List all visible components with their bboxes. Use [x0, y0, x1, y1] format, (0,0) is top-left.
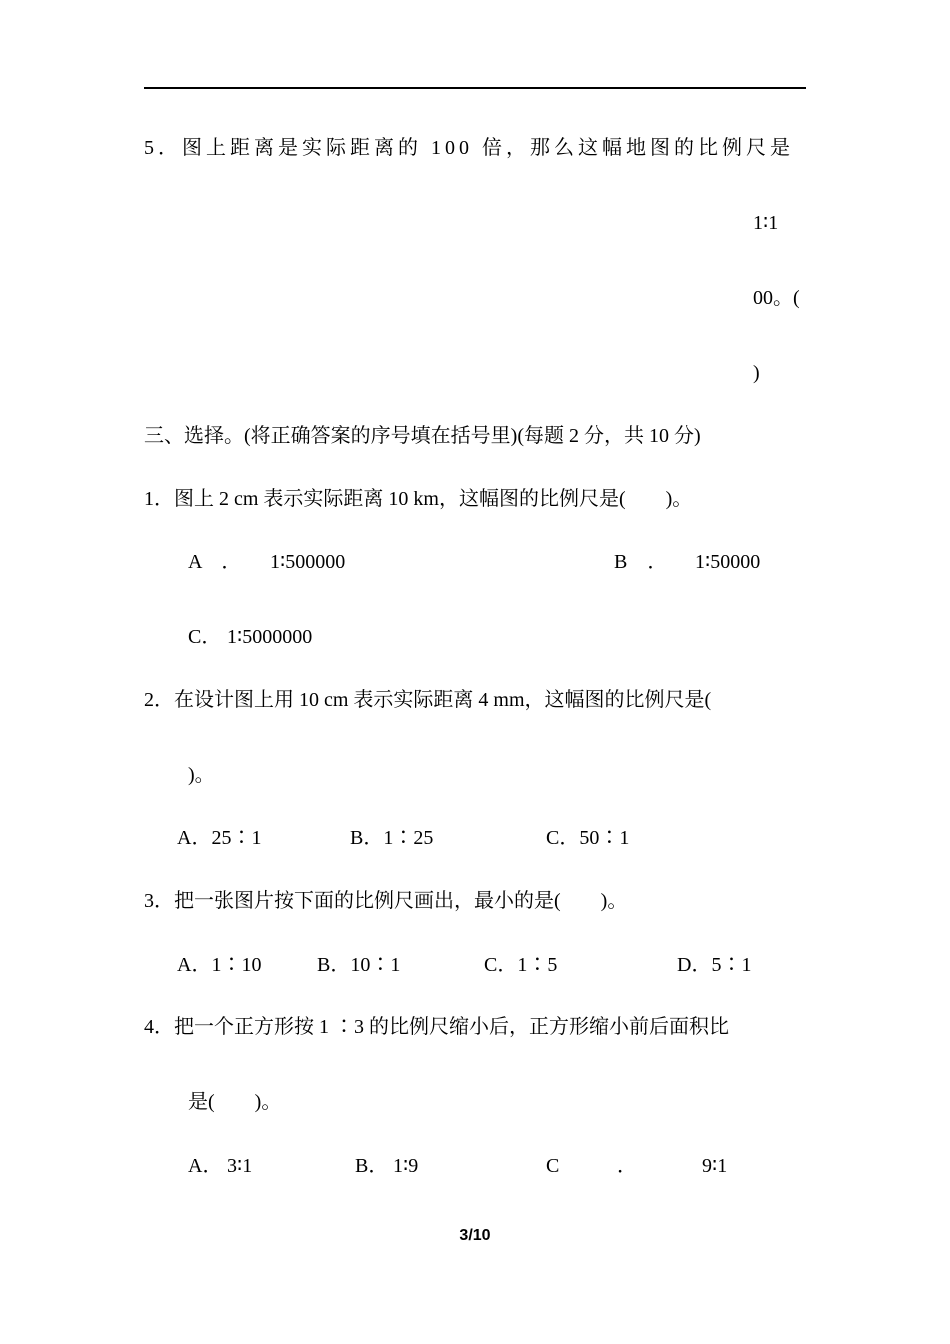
q3-option-c: C．1∶5 — [484, 954, 558, 976]
q4-option-c-dot: ． — [617, 1155, 637, 1177]
page-number: 3/10 — [459, 1227, 491, 1244]
q1-text: 1．图上 2 cm 表示实际距离 10 km，这幅图的比例尺是( )。 — [144, 488, 693, 510]
q5-answer-paren: ) — [753, 362, 760, 384]
q2-text-line1: 2．在设计图上用 10 cm 表示实际距离 4 mm，这幅图的比例尺是( — [144, 689, 712, 711]
q4-option-a-value: 3∶1 — [227, 1155, 253, 1177]
q4-option-c-letter: C — [546, 1155, 560, 1177]
q4-option-c-value: 9∶1 — [702, 1155, 728, 1177]
q4-option-b-letter: B． — [355, 1155, 389, 1177]
q3-text: 3．把一张图片按下面的比例尺画出，最小的是( )。 — [144, 890, 628, 912]
q4-option-b-value: 1∶9 — [393, 1155, 419, 1177]
q1-option-a-value: 1∶500000 — [270, 551, 346, 573]
q2-option-c: C．50∶1 — [546, 827, 630, 849]
q2-text-line2: )。 — [188, 764, 215, 786]
q4-text-line2: 是( )。 — [188, 1091, 282, 1113]
section-title-choice: 三、选择。(将正确答案的序号填在括号里)(每题 2 分，共 10 分) — [144, 425, 701, 447]
q4-option-a-letter: A． — [188, 1155, 223, 1177]
q5-text-line1: 5．图上距离是实际距离的 100 倍，那么这幅地图的比例尺是 — [144, 137, 794, 159]
q1-option-b-letter: B ． — [614, 551, 668, 573]
q5-text-line2: 1∶1 — [753, 212, 779, 234]
q1-option-c-letter: C． — [188, 626, 222, 648]
q2-option-a: A．25∶1 — [177, 827, 262, 849]
q3-option-d: D．5∶1 — [677, 954, 752, 976]
q1-option-c-value: 1∶5000000 — [227, 626, 313, 648]
q1-option-a-letter: A ． — [188, 551, 242, 573]
q3-option-a: A．1∶10 — [177, 954, 262, 976]
q4-text-line1: 4．把一个正方形按 1 ∶3 的比例尺缩小后，正方形缩小前后面积比 — [144, 1016, 729, 1038]
q2-option-b: B．1∶25 — [350, 827, 434, 849]
q3-option-b: B．10∶1 — [317, 954, 401, 976]
header-rule — [144, 87, 806, 89]
q5-text-line3: 00。( — [753, 287, 800, 309]
q1-option-b-value: 1∶50000 — [695, 551, 761, 573]
